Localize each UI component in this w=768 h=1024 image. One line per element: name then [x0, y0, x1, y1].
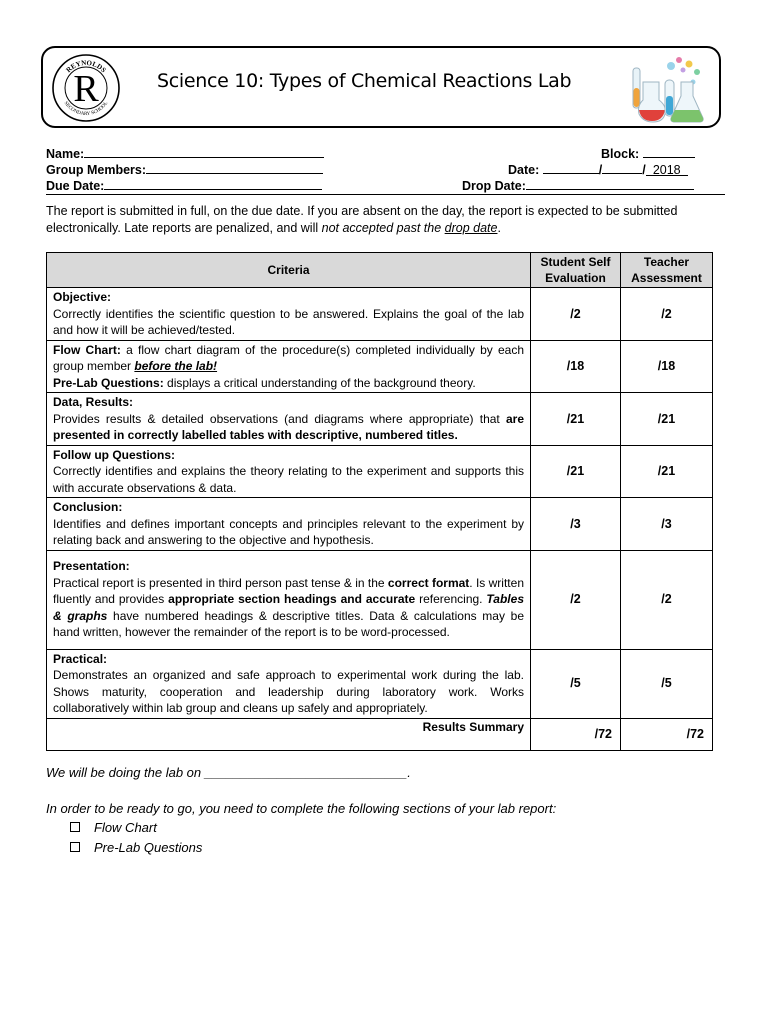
block-field[interactable] — [601, 145, 695, 161]
criteria-cell — [47, 340, 531, 393]
checkbox[interactable] — [70, 842, 80, 852]
self-evaluation-header: Student Self Evaluation — [531, 253, 621, 288]
header-box — [41, 46, 721, 128]
rubric-table — [46, 252, 713, 751]
self-score[interactable]: /2 — [531, 550, 621, 649]
summary-row — [47, 718, 713, 750]
teacher-score[interactable]: /21 — [621, 393, 713, 446]
date-label: Date: — [508, 163, 540, 177]
svg-text:SECONDARY SCHOOL: SECONDARY SCHOOL — [62, 101, 110, 118]
criteria-desc: Demonstrates an organized and safe approach to experimental work during the lab. Shows maturity, cooperation and leadership during laboratory work. Works collaboratively within lab group and cleans up safely and appropriately. — [53, 668, 524, 715]
due-date-field[interactable] — [46, 177, 322, 193]
criteria-title: Conclusion: — [53, 500, 123, 514]
intro-period: . — [497, 220, 501, 235]
intro-text: The report is submitted in full, on the due date. If you are absent on the day, the report is expected to be submitted electronically. Late reports are penalized, and will — [46, 204, 678, 235]
criteria-desc: referencing. — [415, 592, 487, 607]
name-field[interactable] — [46, 145, 324, 161]
criteria-cell — [47, 288, 531, 341]
criteria-title: Flow Chart: — [53, 342, 121, 357]
criteria-title: Practical: — [53, 651, 108, 666]
checklist-label: Flow Chart — [94, 820, 157, 835]
self-score[interactable]: /5 — [531, 649, 621, 718]
self-score[interactable]: /3 — [531, 498, 621, 551]
criteria-desc: Provides results & detailed observations (and diagrams where appropriate) that — [53, 411, 506, 426]
svg-text:R: R — [73, 68, 99, 110]
svg-text:REYNOLDS: REYNOLDS — [64, 58, 108, 75]
criteria-title: Presentation: — [53, 559, 130, 574]
chemistry-flasks-icon — [619, 52, 707, 124]
lab-date-line: We will be doing the lab on ____________________________. — [46, 765, 411, 780]
table-row — [47, 445, 713, 498]
criteria-desc: are presented in correctly labelled tables with descriptive, numbered titles. — [53, 411, 524, 442]
group-members-label: Group Members: — [46, 163, 147, 177]
criteria-emphasis: before the lab! — [134, 359, 218, 373]
date-separator: / — [598, 163, 603, 177]
teacher-score[interactable]: /3 — [621, 498, 713, 551]
intro-drop-date: drop date — [444, 220, 498, 235]
page-title: Science 10: Types of Chemical Reactions Lab — [157, 70, 572, 92]
criteria-desc: a flow chart diagram of the procedure(s) completed individually by each group member — [53, 342, 524, 373]
school-logo — [51, 53, 121, 123]
teacher-score[interactable]: /2 — [621, 288, 713, 341]
drop-date-label: Drop Date: — [462, 179, 526, 193]
self-score[interactable]: /2 — [531, 288, 621, 341]
teacher-total[interactable]: /72 — [621, 718, 713, 750]
criteria-desc: Practical report is presented in third person past tense & in the — [53, 575, 388, 590]
criteria-title: Objective: — [53, 290, 112, 304]
table-row — [47, 498, 713, 551]
checklist-label: Pre-Lab Questions — [94, 840, 203, 855]
checklist-item[interactable] — [70, 840, 202, 855]
checklist-item[interactable] — [70, 820, 157, 835]
self-score[interactable]: /21 — [531, 393, 621, 446]
group-members-field[interactable] — [46, 161, 323, 177]
table-row — [47, 649, 713, 718]
drop-date-field[interactable] — [462, 177, 694, 193]
table-header-row — [47, 253, 713, 288]
criteria-desc: . Is written fluently and provides — [53, 575, 524, 607]
criteria-cell — [47, 498, 531, 551]
criteria-desc: have numbered headings & descriptive titles. Data & calculations may be hand written, however the remainder of the report is to be word-processed. — [53, 608, 524, 640]
date-separator: / — [642, 163, 646, 177]
table-row — [47, 340, 713, 393]
criteria-emphasis: Tables & graphs — [53, 592, 524, 623]
ready-instructions: In order to be ready to go, you need to complete the following sections of your lab report: — [46, 801, 557, 816]
criteria-title: Data, Results: — [53, 395, 134, 409]
date-year: 2018 — [652, 163, 681, 177]
intro-not-accepted: not accepted past the — [321, 220, 445, 235]
criteria-desc: Correctly identifies and explains the theory relating to the experiment and supports this with accurate observations & data. — [53, 464, 524, 495]
table-row — [47, 288, 713, 341]
criteria-title: Follow up Questions: — [53, 447, 175, 462]
results-summary-label: Results Summary — [47, 718, 531, 750]
table-row — [47, 393, 713, 446]
teacher-score[interactable]: /21 — [621, 445, 713, 498]
teacher-score[interactable]: /5 — [621, 649, 713, 718]
date-field[interactable] — [508, 161, 688, 177]
criteria-cell — [47, 445, 531, 498]
name-label: Name: — [46, 147, 85, 161]
criteria-desc: Identifies and defines important concepts and principles relevant to the experiment by relating back and answering to the objective and hypothesis. — [53, 516, 524, 547]
self-score[interactable]: /18 — [531, 340, 621, 393]
intro-paragraph — [46, 203, 726, 236]
teacher-assessment-header: Teacher Assessment — [621, 253, 713, 288]
teacher-score[interactable]: /18 — [621, 340, 713, 393]
criteria-emphasis: correct format — [387, 575, 470, 590]
criteria-cell — [47, 393, 531, 446]
self-total[interactable]: /72 — [531, 718, 621, 750]
criteria-emphasis: appropriate section headings and accurate — [168, 592, 416, 607]
criteria-cell — [47, 550, 531, 649]
block-label: Block: — [601, 147, 640, 161]
checkbox[interactable] — [70, 822, 80, 832]
criteria-desc: displays a critical understanding of the background theory. — [163, 375, 476, 390]
criteria-desc: Correctly identifies the scientific question to be answered. Explains the goal of the lab and how it will be achieved/tested. — [53, 306, 524, 337]
criteria-header: Criteria — [47, 253, 531, 288]
teacher-score[interactable]: /2 — [621, 550, 713, 649]
self-score[interactable]: /21 — [531, 445, 621, 498]
divider — [46, 194, 725, 195]
table-row — [47, 550, 713, 649]
criteria-cell — [47, 649, 531, 718]
criteria-title: Pre-Lab Questions: — [53, 375, 164, 390]
due-date-label: Due Date: — [46, 179, 105, 193]
